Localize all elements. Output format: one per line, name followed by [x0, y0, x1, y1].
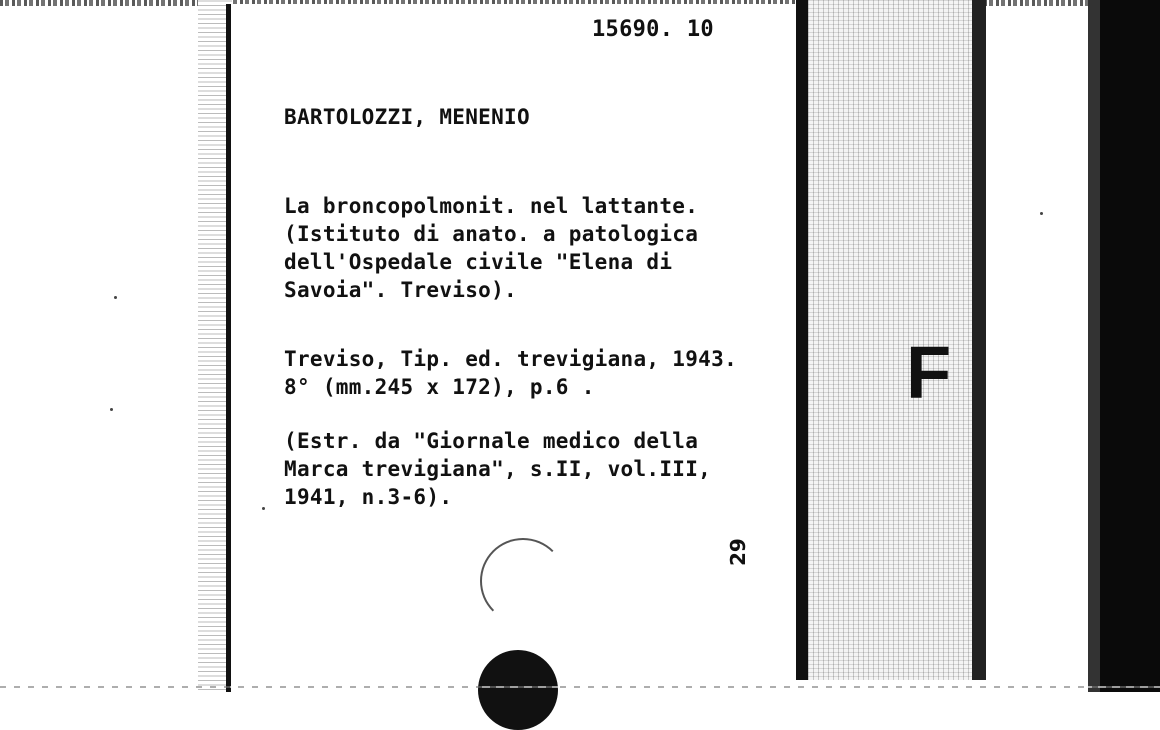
series-note-block — [284, 427, 711, 511]
series-line: 1941, n.3-6). — [284, 485, 453, 509]
scan-speck — [262, 507, 265, 510]
divider-card-edge — [972, 0, 986, 680]
drawer-shadow — [1100, 0, 1160, 692]
card-right-border — [796, 0, 808, 680]
series-line: (Estr. da "Giornale medico della — [284, 429, 699, 453]
imprint-line: Treviso, Tip. ed. trevigiana, 1943. — [284, 347, 738, 371]
author-heading: BARTOLOZZI, MENENIO — [284, 105, 530, 129]
call-number: 15690. 10 — [592, 17, 714, 42]
title-line: dell'Ospedale civile "Elena di — [284, 250, 673, 274]
title-line: Savoia". Treviso). — [284, 278, 517, 302]
imprint-block — [284, 345, 737, 401]
scan-speck — [114, 296, 117, 299]
punch-hole — [478, 650, 558, 730]
series-line: Marca trevigiana", s.II, vol.III, — [284, 457, 712, 481]
punch-hole-outline — [480, 538, 566, 624]
handwritten-note: 29 — [726, 538, 750, 566]
title-line: (Istituto di anato. a patologica — [284, 222, 699, 246]
divider-card-texture — [808, 0, 978, 680]
scan-bottom-edge — [0, 686, 1160, 688]
divider-letter: F — [906, 331, 952, 414]
imprint-line: 8° (mm.245 x 172), p.6 . — [284, 375, 595, 399]
drawer-edge — [1088, 0, 1100, 692]
scan-speck — [1040, 212, 1043, 215]
title-line: La broncopolmonit. nel lattante. — [284, 194, 699, 218]
scan-speck — [110, 408, 113, 411]
title-block — [284, 192, 698, 304]
